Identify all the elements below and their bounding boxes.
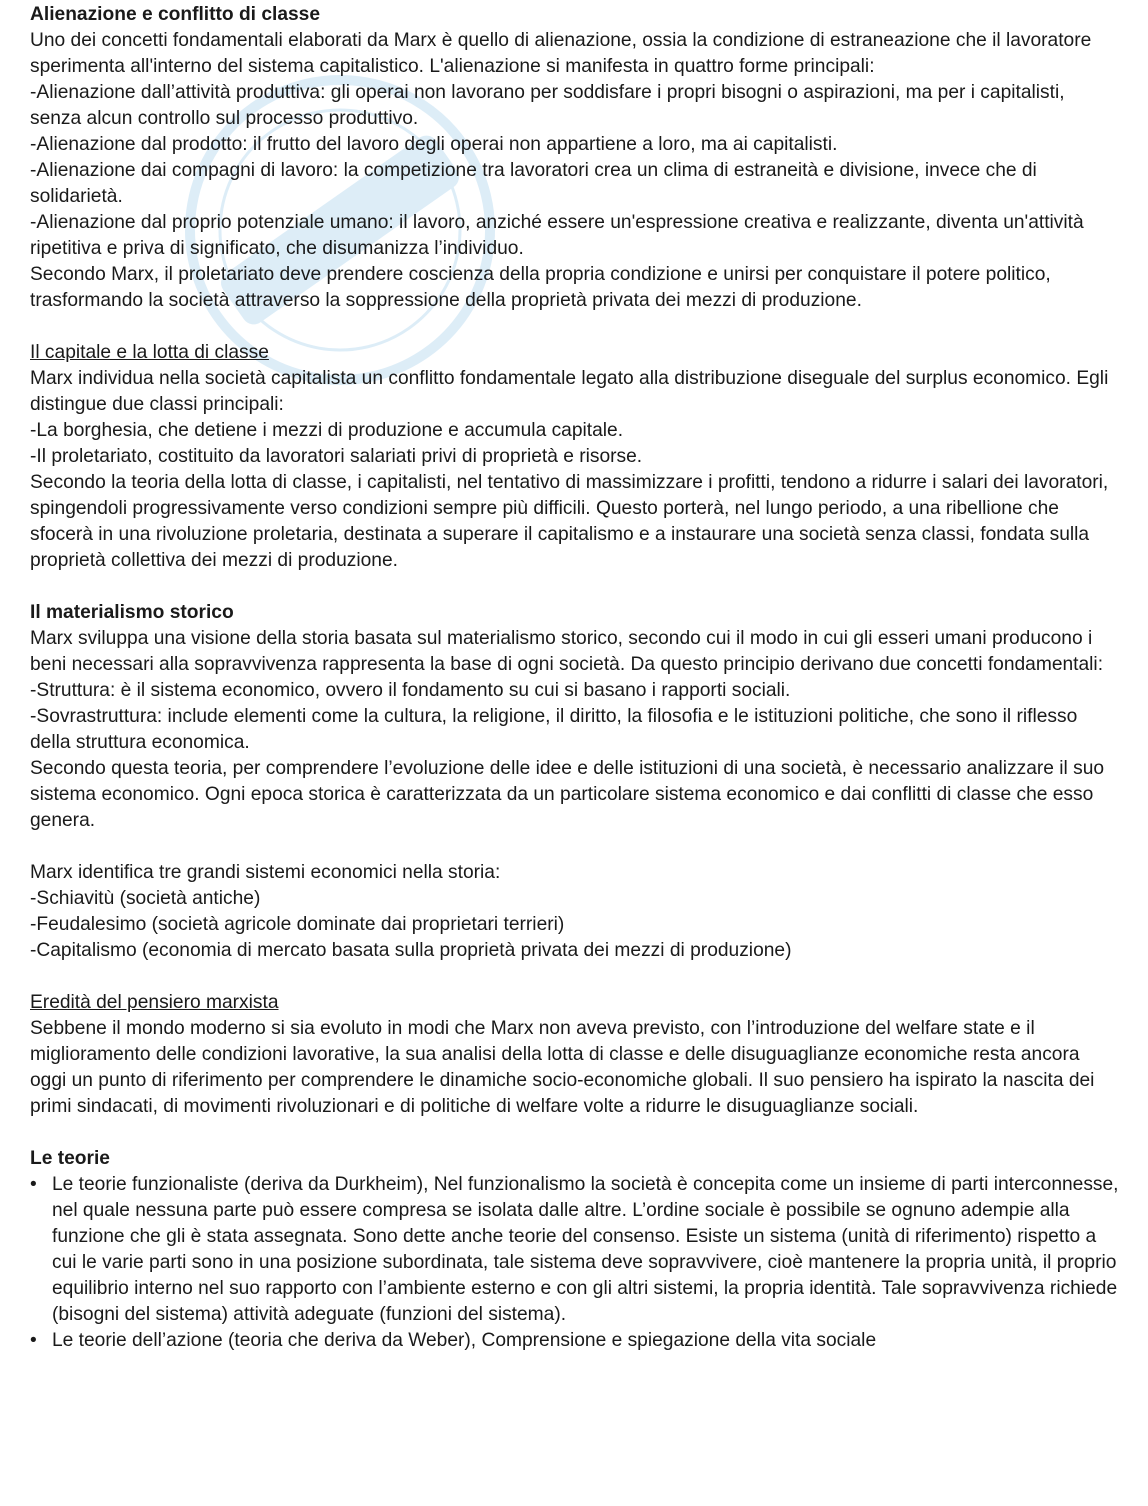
paragraph: -Capitalismo (economia di mercato basata sulla proprietà privata dei mezzi di produzione) xyxy=(30,940,792,961)
paragraph: Marx sviluppa una visione della storia basata sul materialismo storico, secondo cui il modo in cui gli esseri umani producono i beni necessari alla sopravvivenza rappresenta la base di ogni società. Da questo principio derivano due concetti fondamentali: xyxy=(30,628,1104,675)
spacer xyxy=(30,314,1120,340)
section-title: Alienazione e conflitto di classe xyxy=(30,4,321,25)
paragraph: -Il proletariato, costituito da lavoratori salariati privi di proprietà e risorse. xyxy=(30,446,643,467)
section-title: Le teorie xyxy=(30,1148,110,1169)
section-title: Il materialismo storico xyxy=(30,602,234,623)
section-theories xyxy=(30,1146,1120,1354)
paragraph: -Feudalesimo (società agricole dominate dai proprietari terrieri) xyxy=(30,914,565,935)
list-item-text: Le teorie funzionaliste (deriva da Durkheim), Nel funzionalismo la società è concepita come un insieme di parti interconnesse, nel quale nessuna parte può essere compresa se isolata dalle altre. L’ordine sociale è possibile se ognuno adempie alla funzione che gli è stata assegnata. Sono dette anche teorie del consenso. Esiste un sistema (unità di riferimento) rispetto a cui le varie parti sono in una posizione subordinata, tale sistema deve sopravvivere, cioè mantenere la propria unità, il proprio equilibrio interno nel suo rapporto con l’ambiente esterno e con gli altri sistemi, la propria identità. Tale sopravvivenza richiede (bisogni del sistema) attività adeguate (funzioni del sistema). xyxy=(52,1174,1119,1325)
paragraph: -La borghesia, che detiene i mezzi di produzione e accumula capitale. xyxy=(30,420,624,441)
paragraph: -Alienazione dai compagni di lavoro: la competizione tra lavoratori crea un clima di estraneità e divisione, invece che di solidarietà. xyxy=(30,160,1037,207)
paragraph: -Alienazione dall’attività produttiva: gli operai non lavorano per soddisfare i propri bisogni o aspirazioni, ma per i capitalisti, senza alcun controllo sul processo produttivo. xyxy=(30,82,1065,129)
paragraph: Sebbene il mondo moderno si sia evoluto in modi che Marx non aveva previsto, con l’introduzione del welfare state e il miglioramento delle condizioni lavorative, la sua analisi della lotta di classe e delle disuguaglianze economiche resta ancora oggi un punto di riferimento per comprendere le dinamiche socio-economiche globali. Il suo pensiero ha ispirato la nascita dei primi sindacati, di movimenti rivoluzionari e di politiche di welfare volte a ridurre le disuguaglianze sociali. xyxy=(30,1018,1095,1117)
list-item xyxy=(30,1172,1120,1328)
section-materialism xyxy=(30,600,1120,964)
spacer xyxy=(30,834,1120,860)
section-title: Il capitale e la lotta di classe xyxy=(30,342,269,363)
section-title: Eredità del pensiero marxista xyxy=(30,992,279,1013)
spacer xyxy=(30,1120,1120,1146)
paragraph: -Schiavitù (società antiche) xyxy=(30,888,261,909)
bullet-icon: • xyxy=(30,1174,37,1195)
list-item xyxy=(30,1328,1120,1354)
paragraph: -Struttura: è il sistema economico, ovvero il fondamento su cui si basano i rapporti sociali. xyxy=(30,680,791,701)
list-item-text: Le teorie dell’azione (teoria che deriva da Weber), Comprensione e spiegazione della vita sociale xyxy=(52,1330,877,1351)
paragraph: -Alienazione dal proprio potenziale umano: il lavoro, anziché essere un'espressione creativa e realizzante, diventa un'attività ripetitiva e priva di significato, che disumanizza l’individuo. xyxy=(30,212,1084,259)
paragraph: Marx individua nella società capitalista un conflitto fondamentale legato alla distribuzione diseguale del surplus economico. Egli distingue due classi principali: xyxy=(30,368,1109,415)
section-alienation xyxy=(30,2,1120,314)
bullet-icon: • xyxy=(30,1330,37,1351)
paragraph: Secondo questa teoria, per comprendere l’evoluzione delle idee e delle istituzioni di una società, è necessario analizzare il suo sistema economico. Ogni epoca storica è caratterizzata da un particolare sistema economico e dai conflitti di classe che esso genera. xyxy=(30,758,1105,831)
paragraph: -Sovrastruttura: include elementi come la cultura, la religione, il diritto, la filosofia e le istituzioni politiche, che sono il riflesso della struttura economica. xyxy=(30,706,1078,753)
section-legacy xyxy=(30,990,1120,1120)
paragraph: -Alienazione dal prodotto: il frutto del lavoro degli operai non appartiene a loro, ma ai capitalisti. xyxy=(30,134,838,155)
document-page xyxy=(30,2,1120,1354)
paragraph: Uno dei concetti fondamentali elaborati da Marx è quello di alienazione, ossia la condizione di estraneazione che il lavoratore sperimenta all'interno del sistema capitalistico. L'alienazione si manifesta in quattro forme principali: xyxy=(30,30,1092,77)
spacer xyxy=(30,574,1120,600)
section-capital xyxy=(30,340,1120,574)
paragraph: Secondo Marx, il proletariato deve prendere coscienza della propria condizione e unirsi per conquistare il potere politico, trasformando la società attraverso la soppressione della proprietà privata dei mezzi di produzione. xyxy=(30,264,1051,311)
paragraph: Marx identifica tre grandi sistemi economici nella storia: xyxy=(30,862,501,883)
theories-list xyxy=(30,1172,1120,1354)
spacer xyxy=(30,964,1120,990)
paragraph: Secondo la teoria della lotta di classe, i capitalisti, nel tentativo di massimizzare i profitti, tendono a ridurre i salari dei lavoratori, spingendoli progressivamente verso condizioni sempre più difficili. Questo porterà, nel lungo periodo, a una ribellione che sfocerà in una rivoluzione proletaria, destinata a superare il capitalismo e a instaurare una società senza classi, fondata sulla proprietà collettiva dei mezzi di produzione. xyxy=(30,472,1109,571)
